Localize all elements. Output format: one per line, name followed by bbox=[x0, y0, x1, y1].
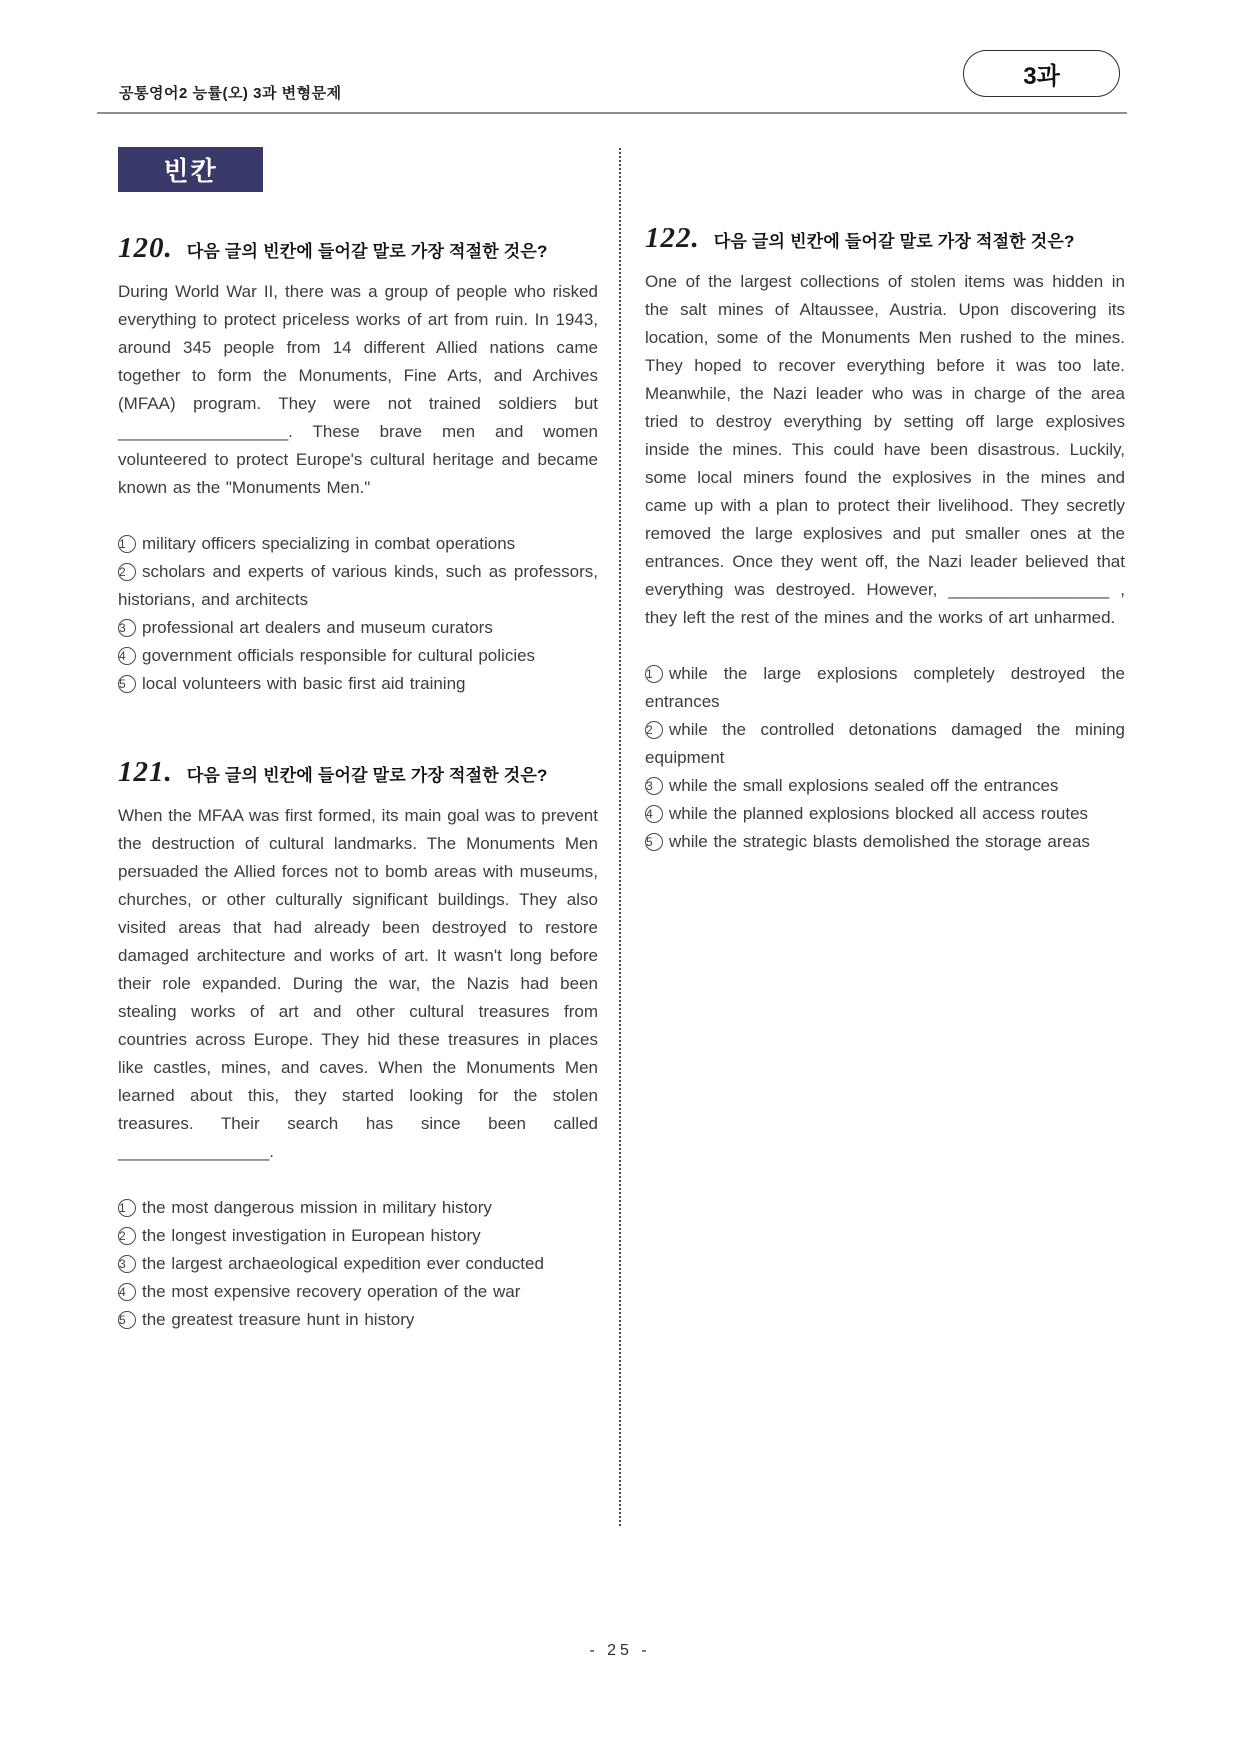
section-label: 빈칸 bbox=[163, 156, 218, 186]
question-title bbox=[118, 756, 598, 789]
question-121 bbox=[118, 756, 598, 1334]
option-item bbox=[645, 772, 1125, 800]
option-text: the most dangerous mission in military history bbox=[142, 1198, 492, 1217]
option-text: while the planned explosions blocked all access routes bbox=[669, 804, 1089, 823]
option-text: military officers specializing in combat operations bbox=[142, 534, 516, 553]
option-item bbox=[118, 614, 598, 642]
left-column bbox=[118, 222, 598, 1334]
page-number: - 25 - bbox=[589, 1642, 651, 1659]
question-120 bbox=[118, 232, 598, 698]
option-item bbox=[118, 1194, 598, 1222]
question-title bbox=[645, 222, 1125, 255]
option-marker: 3 bbox=[118, 619, 136, 637]
option-marker: 3 bbox=[118, 1255, 136, 1273]
option-item bbox=[645, 660, 1125, 716]
question-number: 120. bbox=[118, 232, 173, 264]
question-prompt: 다음 글의 빈칸에 들어갈 말로 가장 적절한 것은? bbox=[186, 242, 548, 261]
question-passage: During World War II, there was a group of people who risked everything to protect priceless works of art from ruin. In 1943, around 345 people from 14 different Allied nations came together to form the Monuments, Fine Arts, and Archives (MFAA) program. They were not trained soldiers but __________________. These brave men and women volunteered to protect Europe's cultural heritage and became known as the "Monuments Men." bbox=[118, 282, 598, 497]
option-marker: 3 bbox=[645, 777, 663, 795]
content-columns bbox=[118, 222, 1126, 1334]
option-marker: 1 bbox=[645, 665, 663, 683]
header-rule bbox=[97, 112, 1127, 114]
question-prompt: 다음 글의 빈칸에 들어갈 말로 가장 적절한 것은? bbox=[186, 766, 548, 785]
question-number: 122. bbox=[645, 222, 700, 254]
option-item bbox=[645, 716, 1125, 772]
options-list bbox=[118, 530, 598, 698]
options-list bbox=[645, 660, 1125, 856]
question-passage: When the MFAA was first formed, its main goal was to prevent the destruction of cultural landmarks. The Monuments Men persuaded the Allied forces not to bomb areas with museums, churches, or other culturally significant buildings. They also visited areas that had already been destroyed to restore damaged architecture and works of art. It wasn't long before their role expanded. During the war, the Nazis had been stealing works of art and other cultural treasures from countries across Europe. They hid these treasures in places like castles, mines, and caves. When the Monuments Men learned about this, they started looking for the stolen treasures. Their search has since been called ________________. bbox=[118, 806, 598, 1161]
right-column bbox=[645, 222, 1125, 856]
option-marker: 5 bbox=[118, 675, 136, 693]
option-item bbox=[118, 1222, 598, 1250]
header-title: 공통영어2 능률(오) 3과 변형문제 bbox=[119, 85, 342, 102]
option-text: while the controlled detonations damaged the mining equipment bbox=[645, 720, 1125, 767]
option-text: professional art dealers and museum curators bbox=[142, 618, 493, 637]
option-marker: 2 bbox=[118, 1227, 136, 1245]
chapter-badge-label: 3과 bbox=[1023, 63, 1060, 90]
option-item bbox=[118, 1306, 598, 1334]
option-text: the most expensive recovery operation of the war bbox=[142, 1282, 521, 1301]
option-text: government officials responsible for cultural policies bbox=[142, 646, 536, 665]
section-label-box bbox=[118, 147, 263, 192]
question-122 bbox=[645, 222, 1125, 856]
question-prompt: 다음 글의 빈칸에 들어갈 말로 가장 적절한 것은? bbox=[713, 232, 1075, 251]
question-title bbox=[118, 232, 598, 265]
chapter-badge bbox=[963, 50, 1120, 97]
option-text: the largest archaeological expedition ever conducted bbox=[142, 1254, 544, 1273]
option-text: local volunteers with basic first aid training bbox=[142, 674, 466, 693]
option-text: while the small explosions sealed off the entrances bbox=[669, 776, 1059, 795]
question-number: 121. bbox=[118, 756, 173, 788]
option-text: the greatest treasure hunt in history bbox=[142, 1310, 415, 1329]
option-marker: 1 bbox=[118, 1199, 136, 1217]
option-marker: 5 bbox=[645, 833, 663, 851]
option-item bbox=[118, 558, 598, 614]
option-item bbox=[118, 530, 598, 558]
option-marker: 5 bbox=[118, 1311, 136, 1329]
option-text: scholars and experts of various kinds, such as professors, historians, and architects bbox=[118, 562, 598, 609]
question-passage: One of the largest collections of stolen items was hidden in the salt mines of Altaussee, Austria. Upon discovering its location, some of the Monuments Men rushed to the mines. They hoped to recover everything before it was too late. Meanwhile, the Nazi leader who was in charge of the area tried to destroy everything by setting off large explosives inside the mines. This could have been disastrous. Luckily, some local miners found the explosives in the mines and came up with a plan to protect their livelihood. They secretly removed the large explosives and put smaller ones at the entrances. Once they went off, the Nazi leader believed that everything was destroyed. However, _________________ , they left the rest of the mines and the works of art unharmed. bbox=[645, 272, 1125, 627]
option-item bbox=[645, 828, 1125, 856]
option-item bbox=[645, 800, 1125, 828]
option-text: while the strategic blasts demolished the storage areas bbox=[669, 832, 1090, 851]
option-item bbox=[118, 642, 598, 670]
option-marker: 4 bbox=[118, 647, 136, 665]
options-list bbox=[118, 1194, 598, 1334]
option-marker: 2 bbox=[118, 563, 136, 581]
option-text: the longest investigation in European history bbox=[142, 1226, 481, 1245]
option-item bbox=[118, 1278, 598, 1306]
page-footer bbox=[0, 1642, 1240, 1660]
option-marker: 4 bbox=[645, 805, 663, 823]
option-marker: 2 bbox=[645, 721, 663, 739]
option-marker: 1 bbox=[118, 535, 136, 553]
option-text: while the large explosions completely destroyed the entrances bbox=[645, 664, 1125, 711]
option-item bbox=[118, 670, 598, 698]
option-marker: 4 bbox=[118, 1283, 136, 1301]
option-item bbox=[118, 1250, 598, 1278]
